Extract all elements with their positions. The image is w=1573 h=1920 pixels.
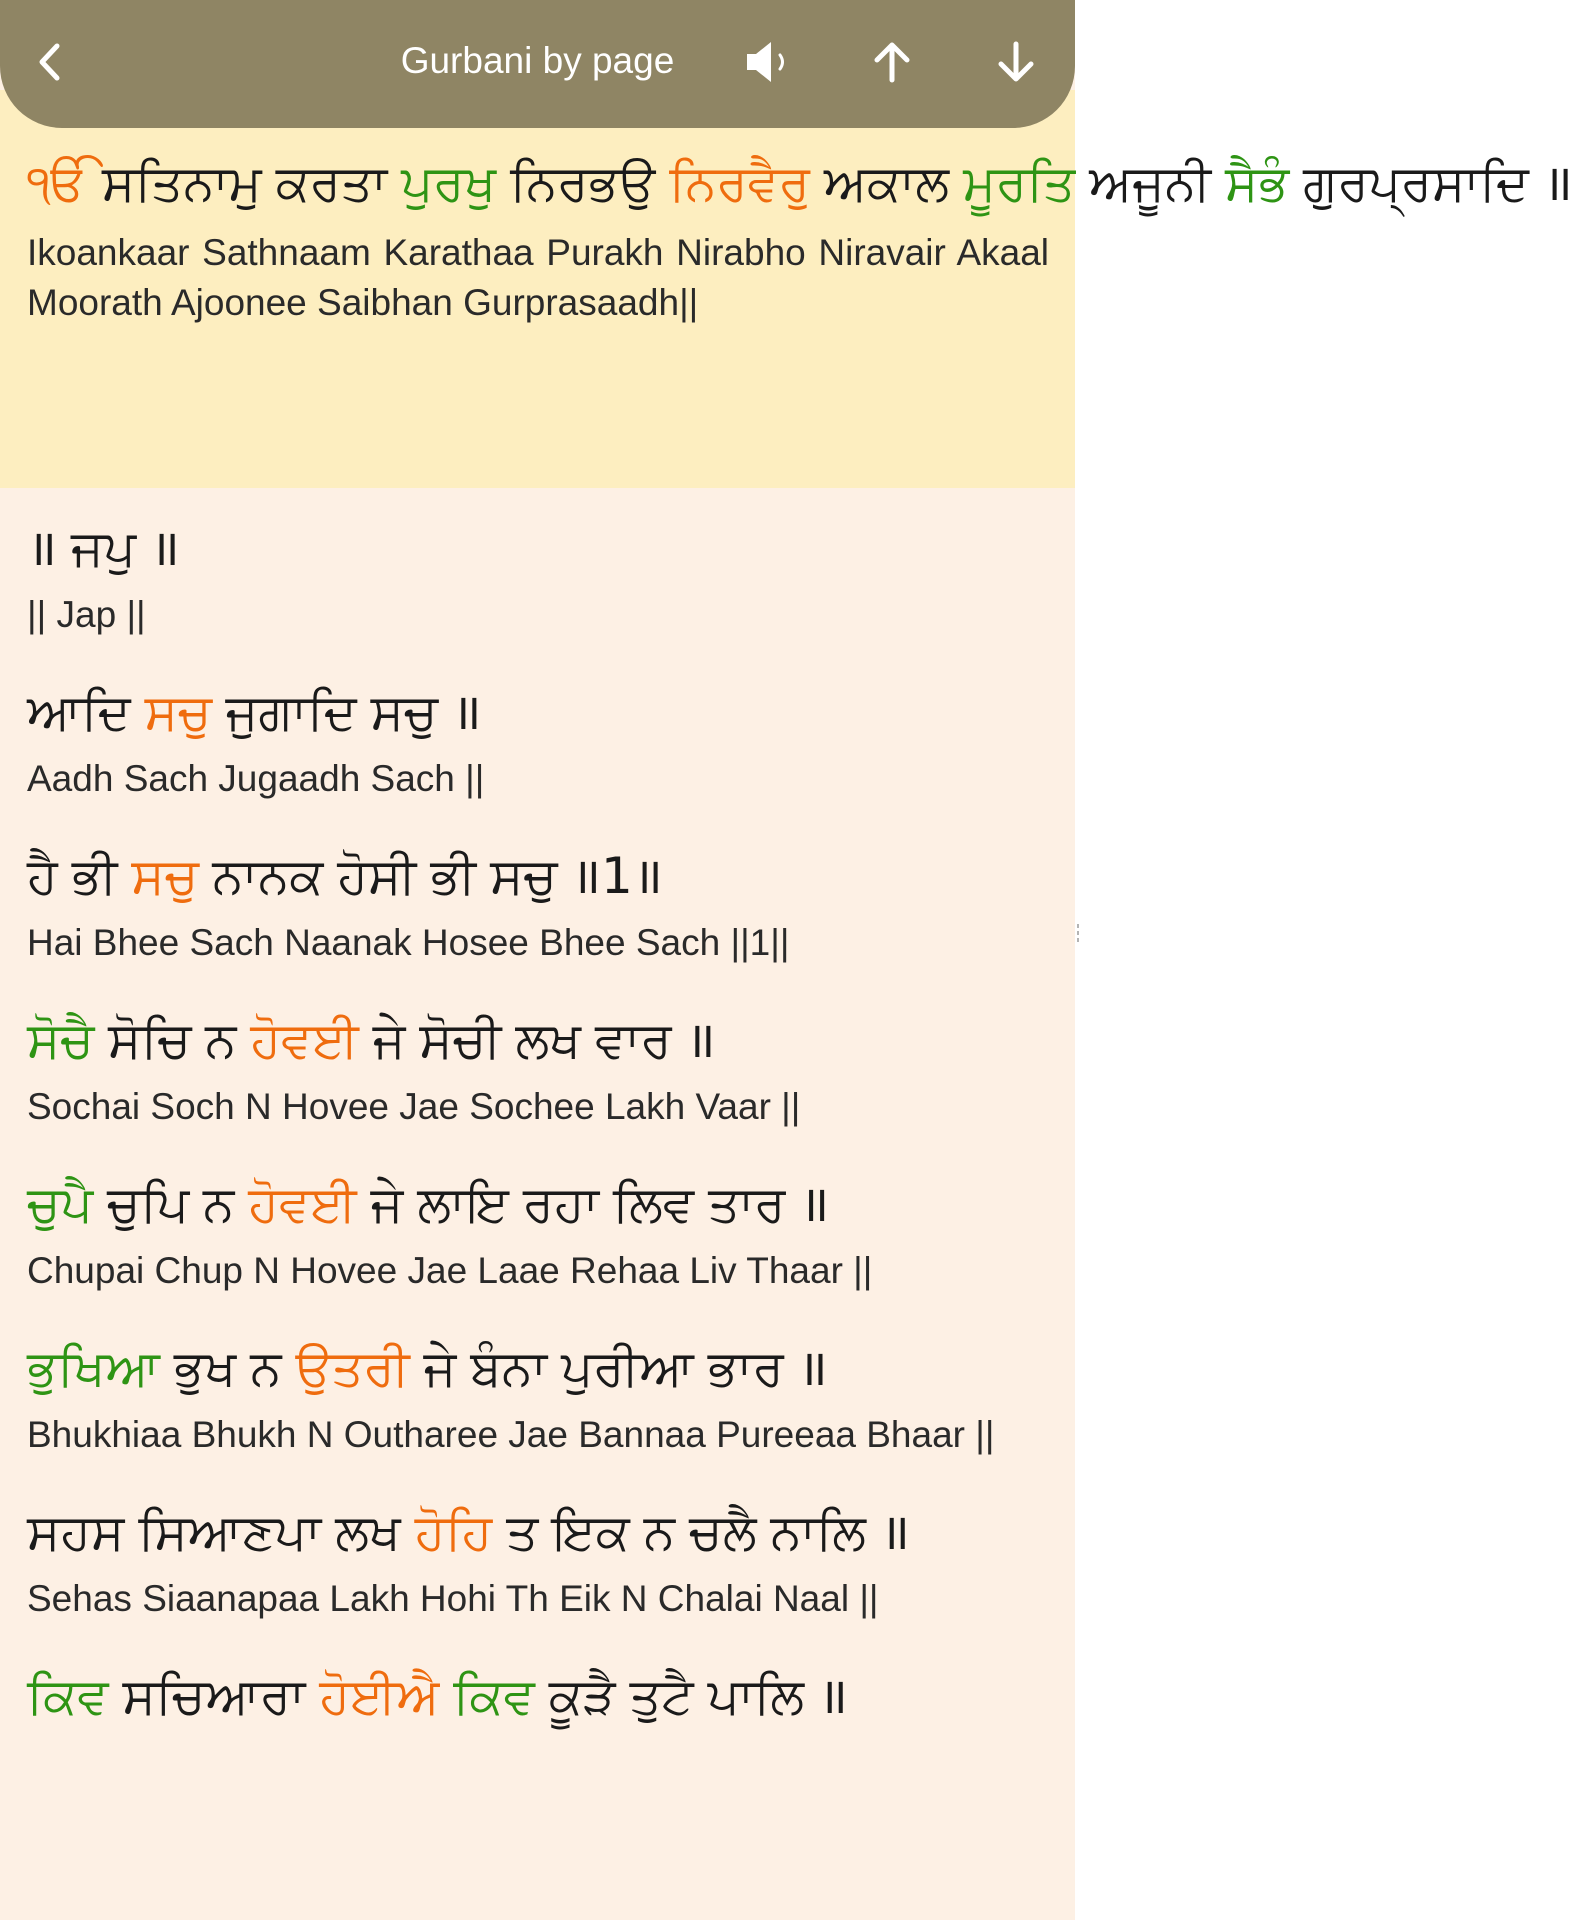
gurmukhi-word: ਨਿਰਵੈਰੁ (669, 154, 810, 212)
speaker-icon (741, 37, 795, 87)
verse-item[interactable] (27, 1330, 1049, 1460)
gurmukhi-word: ॥ (879, 1503, 910, 1561)
gurmukhi-word: ਤ (506, 1503, 539, 1561)
gurmukhi-word: ਕਿਵ (27, 1667, 109, 1725)
verse-item[interactable] (27, 1002, 1049, 1132)
gurmukhi-word: ॥ (797, 1339, 828, 1397)
gurmukhi-word: ਨਾਨਕ (212, 847, 324, 905)
gurmukhi-word: ਸੈਭੰ (1225, 154, 1289, 212)
gurmukhi-word: ਮੂਰਤਿ (963, 154, 1076, 212)
scroll-indicator (1076, 923, 1080, 943)
verse-list[interactable] (27, 510, 1049, 1768)
verse-transliteration: || Jap || (27, 594, 146, 635)
verse-item[interactable] (27, 838, 1049, 968)
gurmukhi-word: ਸਹਸ (27, 1503, 125, 1561)
header-title: Gurbani by page (400, 40, 675, 81)
verse-transliteration: Sehas Siaanapaa Lakh Hohi Th Eik N Chalai Naal || (27, 1578, 879, 1619)
gurmukhi-word: ਸਚੁ (490, 847, 558, 905)
verse-gurmukhi (27, 510, 1049, 586)
gurmukhi-word: ਕਰਤਾ (275, 154, 388, 212)
gurmukhi-word: ਜਪੁ (70, 519, 136, 577)
verse-gurmukhi (27, 1166, 1049, 1242)
gurmukhi-word: ਸਚਿਆਰਾ (122, 1667, 306, 1725)
gurmukhi-word: ਨਿਰਭਉ (510, 154, 656, 212)
gurmukhi-word: ॥1॥ (571, 847, 663, 905)
verse-item[interactable] (27, 510, 1049, 640)
scroll-down-button[interactable] (984, 30, 1048, 94)
verse-item[interactable] (27, 1658, 1049, 1734)
gurmukhi-word: ਨ (250, 1339, 282, 1397)
gurmukhi-word: ਤਾਰ (708, 1175, 786, 1233)
verse-gurmukhi (27, 1002, 1049, 1078)
gurmukhi-word: ਸੋਚਿ (108, 1011, 192, 1069)
gurmukhi-word: ਸੋਚੈ (27, 1011, 94, 1069)
verse-transliteration: Hai Bhee Sach Naanak Hosee Bhee Sach ||1|| (27, 922, 790, 963)
gurmukhi-word: ਜੇ (370, 1175, 404, 1233)
gurmukhi-word: ਹੋਈਐ (319, 1667, 440, 1725)
gurmukhi-word: ਸਚੁ (144, 683, 212, 741)
gurmukhi-word: ਹੈ (27, 847, 58, 905)
gurmukhi-word: ਹੋਹਿ (414, 1503, 493, 1561)
gurmukhi-word: ਹੋਵਈ (250, 1011, 359, 1069)
gurmukhi-word: ਚੁਪੈ (27, 1175, 93, 1233)
gurmukhi-word: ਲਖ (335, 1503, 401, 1561)
gurmukhi-word: ਪਾਲਿ (707, 1667, 805, 1725)
gurmukhi-word: ਜੇ (423, 1339, 457, 1397)
verse-gurmukhi (27, 838, 1049, 914)
gurmukhi-word: ਬੰਨਾ (470, 1339, 548, 1397)
verse-item[interactable] (27, 1494, 1049, 1624)
gurmukhi-word: ॥ (451, 683, 482, 741)
gurmukhi-word: ਵਾਰ (594, 1011, 672, 1069)
gurmukhi-word: ਜੇ (372, 1011, 406, 1069)
verse-transliteration: Sochai Soch N Hovee Jae Sochee Lakh Vaar || (27, 1086, 801, 1127)
verse-transliteration: Chupai Chup N Hovee Jae Laae Rehaa Liv Thaar || (27, 1250, 873, 1291)
gurmukhi-word: ਜੁਗਾਦਿ (225, 683, 357, 741)
gurmukhi-word: ਨ (643, 1503, 676, 1561)
verse-gurmukhi (27, 1330, 1049, 1406)
gurmukhi-word: ਗੁਰਪ੍ਰਸਾਦਿ (1303, 154, 1529, 212)
gurmukhi-word: ਸਚੁ (131, 847, 199, 905)
mool-mantar-section (0, 90, 1573, 488)
audio-button[interactable] (736, 30, 800, 94)
arrow-down-icon (994, 38, 1038, 86)
gurmukhi-word: ਲਿਵ (612, 1175, 695, 1233)
gurmukhi-word: ਲਖ (515, 1011, 581, 1069)
gurmukhi-word: ਨਾਲਿ (770, 1503, 866, 1561)
gurmukhi-word: ਭੀ (71, 847, 118, 905)
gurmukhi-word: ਸੋਚੀ (419, 1011, 502, 1069)
verse-transliteration: Bhukhiaa Bhukh N Outharee Jae Bannaa Pureeaa Bhaar || (27, 1414, 995, 1455)
gurmukhi-word: ਭੁਖਿਆ (27, 1339, 160, 1397)
gurmukhi-word: ਉਤਰੀ (295, 1339, 410, 1397)
scroll-up-button[interactable] (860, 30, 924, 94)
gurmukhi-word: ਨ (203, 1175, 235, 1233)
gurmukhi-word: ॥ (149, 519, 180, 577)
gurmukhi-word: ॥ (685, 1011, 716, 1069)
gurmukhi-word: ਕਿਵ (453, 1667, 535, 1725)
gurmukhi-word: ਇਕ (552, 1503, 630, 1561)
gurmukhi-word: ਲਾਇ (417, 1175, 509, 1233)
gurmukhi-word: ਕੂੜੈ (548, 1667, 616, 1725)
gurmukhi-word: ਭੁਖ (173, 1339, 237, 1397)
arrow-up-icon (870, 38, 914, 86)
gurmukhi-word: ਚਲੈ (689, 1503, 757, 1561)
mool-mantar-transliteration: Ikoankaar Sathnaam Karathaa Purakh Nirabho Niravair Akaal Moorath Ajoonee Saibhan Gurprasaadh|| (27, 232, 1049, 323)
gurmukhi-word: ਨ (205, 1011, 237, 1069)
gurmukhi-word: ੴ (27, 154, 88, 212)
gurmukhi-word: ॥ (27, 519, 57, 577)
gurmukhi-word: ਅਜੂਨੀ (1089, 154, 1212, 212)
gurmukhi-word: ॥ (818, 1667, 848, 1725)
gurmukhi-word: ਹੋਵਈ (248, 1175, 357, 1233)
app-header (0, 0, 1075, 128)
gurmukhi-word: ਹੋਸੀ (337, 847, 417, 905)
gurmukhi-word: ਤੁਟੈ (629, 1667, 694, 1725)
gurmukhi-word: ਪੁਰੀਆ (561, 1339, 694, 1397)
gurmukhi-word: ਸਚੁ (370, 683, 438, 741)
gurmukhi-word: ਭੀ (430, 847, 477, 905)
verse-gurmukhi (27, 1494, 1049, 1570)
mool-mantar-gurmukhi (27, 148, 1573, 218)
verse-item[interactable] (27, 1166, 1049, 1296)
gurmukhi-word: ਰਹਾ (522, 1175, 599, 1233)
verse-transliteration: Aadh Sach Jugaadh Sach || (27, 758, 485, 799)
gurmukhi-word: ਚੁਪਿ (106, 1175, 190, 1233)
gurmukhi-word: ਅਕਾਲ (823, 154, 950, 212)
gurmukhi-word: ਪੁਰਖੁ (401, 154, 497, 212)
gurmukhi-word: ॥ (799, 1175, 830, 1233)
gurmukhi-word: ॥ (1542, 154, 1573, 212)
verse-gurmukhi (27, 1658, 1049, 1734)
gurmukhi-word: ਆਦਿ (27, 683, 131, 741)
gurmukhi-word: ਭਾਰ (707, 1339, 784, 1397)
gurmukhi-word: ਸਤਿਨਾਮੁ (101, 154, 262, 212)
gurmukhi-word: ਸਿਆਣਪਾ (138, 1503, 322, 1561)
verse-gurmukhi (27, 674, 1049, 750)
verse-item[interactable] (27, 674, 1049, 804)
